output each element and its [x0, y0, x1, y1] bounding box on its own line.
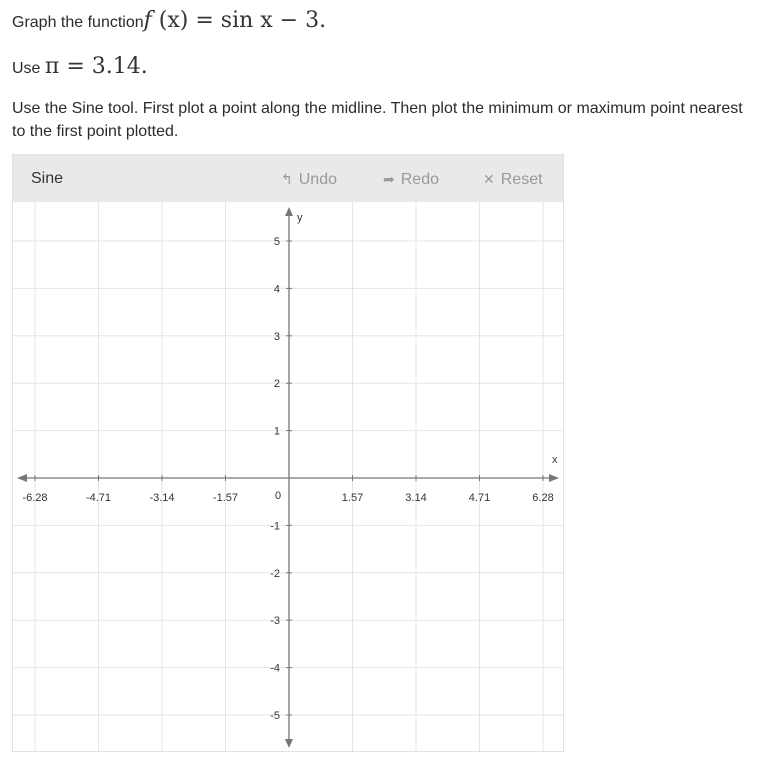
- x-tick-label: 4.71: [468, 492, 491, 504]
- x-tick-label: 3.14: [405, 492, 427, 504]
- y-tick-label: -3: [270, 615, 280, 628]
- y-tick-label: -2: [270, 567, 280, 580]
- undo-label: Undo: [298, 171, 337, 188]
- y-tick-label: 4: [273, 283, 280, 296]
- undo-arrow-icon: ↰: [281, 171, 293, 187]
- function-math: f (x) = sin x − 3.: [143, 8, 327, 33]
- redo-label: Redo: [400, 171, 439, 188]
- x-tick-label: -1.57: [212, 492, 239, 504]
- x-axis-right-arrow-icon: [549, 474, 559, 482]
- question-line-pi: [12, 54, 148, 79]
- x-tick-label: 1.57: [341, 492, 364, 504]
- question-instructions: Use the Sine tool. First plot a point along the midline. Then plot the minimum or maximum point nearest to the first point plotted.: [12, 100, 743, 140]
- y-tick-label: 1: [273, 425, 280, 438]
- x-tick-label: -4.71: [85, 492, 112, 504]
- question-prefix: Graph the function: [12, 14, 144, 31]
- y-axis-down-arrow-icon: [285, 739, 293, 748]
- x-axis-left-arrow-icon: [17, 474, 27, 482]
- pi-prefix: Use: [12, 60, 41, 77]
- y-tick-label: -5: [270, 710, 280, 722]
- x-axis-label: x: [552, 454, 558, 466]
- sine-tool-button[interactable]: Sine: [13, 155, 79, 202]
- y-axis-up-arrow-icon: [285, 207, 293, 216]
- x-tick-labels: [22, 475, 553, 504]
- y-tick-label: 5: [273, 236, 280, 248]
- pi-math: π = 3.14.: [44, 54, 148, 79]
- x-tick-label: -6.28: [22, 492, 48, 504]
- y-tick-label: 2: [273, 378, 280, 391]
- y-axis-label: y: [297, 212, 303, 224]
- question-line-function: [12, 8, 326, 33]
- x-tick-label: 6.28: [532, 492, 554, 504]
- origin-label: 0: [275, 490, 282, 502]
- reset-label: Reset: [500, 171, 543, 188]
- coordinate-plane[interactable]: [13, 155, 563, 751]
- close-x-icon: ✕: [483, 171, 495, 187]
- y-tick-label: 3: [273, 330, 280, 343]
- redo-arrow-icon: ➦: [383, 171, 395, 187]
- grid-lines: [13, 202, 563, 751]
- graphing-widget: [12, 154, 564, 752]
- y-tick-label: -1: [270, 520, 280, 533]
- x-tick-label: -3.14: [149, 492, 175, 504]
- y-tick-label: -4: [270, 662, 280, 675]
